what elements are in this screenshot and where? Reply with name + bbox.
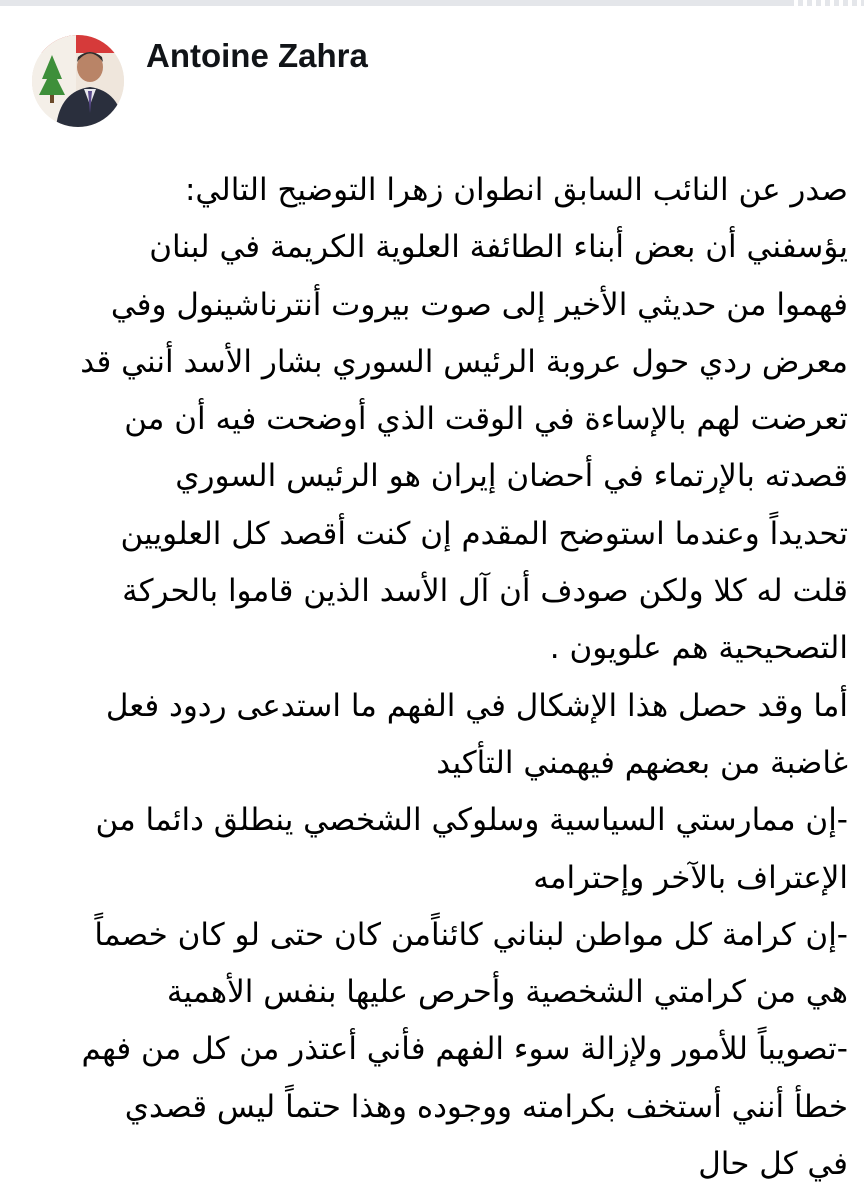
post-line: قصدته بالإرتماء في أحضان إيران هو الرئيس السوري: [175, 458, 848, 495]
post-line: هي من كرامتي الشخصية وأحرص عليها بنفس الأهمية: [166, 974, 848, 1011]
post-line: الإعتراف بالآخر وإحترامه: [533, 859, 848, 896]
post-line: أما وقد حصل هذا الإشكال في الفهم ما استدعى ردود فعل: [105, 687, 848, 724]
post-line: يؤسفني أن بعض أبناء الطائفة العلوية الكريمة في لبنان: [149, 229, 848, 266]
post-line: قلت له كلا ولكن صودف أن آل الأسد الذين قاموا بالحركة: [122, 573, 848, 610]
post-line: التصحيحية هم علويون .: [549, 630, 848, 667]
post-line: خطأ أنني أستخف بكرامته ووجوده وهذا حتماً ليس قصدي: [124, 1088, 848, 1125]
post-line: تعرضت لهم بالإساءة في الوقت الذي أوضحت فيه أن من: [124, 401, 848, 438]
post-line: -إن كرامة كل مواطن لبناني كائناًمن كان حتى لو كان خصماً: [94, 916, 848, 953]
top-divider: [0, 0, 864, 6]
profile-photo-icon: [32, 35, 124, 127]
post-line: غاضبة من بعضهم فيهمني التأكيد: [436, 744, 848, 781]
author-name[interactable]: Antoine Zahra: [146, 37, 368, 74]
post-line: في كل حال: [698, 1146, 848, 1183]
post-line: تحديداً وعندما استوضح المقدم إن كنت أقصد كل العلويين: [120, 515, 848, 552]
top-divider-dots: [794, 0, 864, 6]
post-body: [24, 162, 848, 1193]
post-line: صدر عن النائب السابق انطوان زهرا التوضيح التالي:: [184, 172, 848, 208]
author-avatar[interactable]: [32, 35, 124, 127]
post-line: -تصويباً للأمور ولإزالة سوء الفهم فأني أعتذر من كل من فهم: [81, 1031, 848, 1068]
post-line: -إن ممارستي السياسية وسلوكي الشخصي ينطلق دائما من: [95, 802, 848, 839]
post-line: معرض ردي حول عروبة الرئيس السوري بشار الأسد أنني قد: [80, 343, 848, 380]
post-line: فهموا من حديثي الأخير إلى صوت بيروت أنترناشينول وفي: [110, 286, 848, 323]
